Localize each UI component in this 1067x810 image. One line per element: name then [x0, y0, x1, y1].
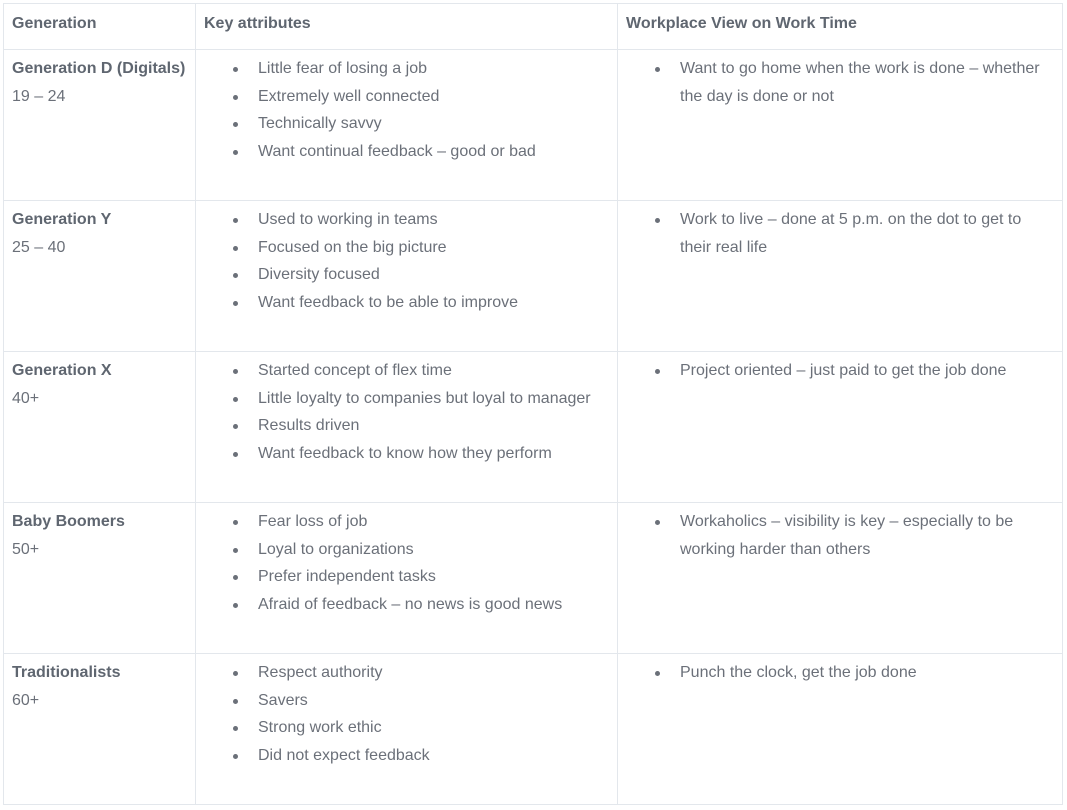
- work-view-item: Project oriented – just paid to get the job done: [680, 357, 1050, 385]
- attributes-list: [196, 357, 617, 467]
- attribute-item: Used to working in teams: [258, 206, 617, 234]
- table-row: [4, 50, 1063, 201]
- work-view-list: [618, 206, 1062, 261]
- generation-cell: [4, 352, 196, 503]
- generation-cell: [4, 50, 196, 201]
- attribute-item: Started concept of flex time: [258, 357, 617, 385]
- work-view-item: Workaholics – visibility is key – especially to be working harder than others: [680, 508, 1050, 563]
- work-view-list: [618, 55, 1062, 110]
- attribute-item: Respect authority: [258, 659, 617, 687]
- attributes-cell: [196, 503, 618, 654]
- work-view-cell: [618, 654, 1063, 805]
- generations-table: [3, 3, 1063, 805]
- attributes-list: [196, 55, 617, 165]
- work-view-item: Punch the clock, get the job done: [680, 659, 1050, 687]
- work-view-item: Work to live – done at 5 p.m. on the dot to get to their real life: [680, 206, 1050, 261]
- attribute-item: Strong work ethic: [258, 714, 617, 742]
- attribute-item: Loyal to organizations: [258, 536, 617, 564]
- attribute-item: Technically savvy: [258, 110, 617, 138]
- generation-name: Generation X: [12, 362, 112, 379]
- generation-age: 50+: [12, 540, 40, 558]
- work-view-list: [618, 357, 1062, 385]
- attribute-item: Fear loss of job: [258, 508, 617, 536]
- header-generation: Generation: [4, 4, 196, 50]
- attribute-item: Want feedback to know how they perform: [258, 440, 617, 468]
- attributes-cell: [196, 352, 618, 503]
- attribute-item: Prefer independent tasks: [258, 563, 617, 591]
- table-row: [4, 201, 1063, 352]
- generation-age: 25 – 40: [12, 238, 66, 256]
- table-row: [4, 503, 1063, 654]
- attributes-list: [196, 206, 617, 316]
- attribute-item: Want feedback to be able to improve: [258, 289, 617, 317]
- work-view-list: [618, 659, 1062, 687]
- work-view-cell: [618, 352, 1063, 503]
- attribute-item: Afraid of feedback – no news is good news: [258, 591, 617, 619]
- header-key-attributes: Key attributes: [196, 4, 618, 50]
- generation-cell: [4, 654, 196, 805]
- attributes-cell: [196, 50, 618, 201]
- attribute-item: Diversity focused: [258, 261, 617, 289]
- attribute-item: Little loyalty to companies but loyal to manager: [258, 385, 617, 413]
- generation-cell: [4, 503, 196, 654]
- attributes-list: [196, 508, 617, 618]
- work-view-cell: [618, 201, 1063, 352]
- generation-name: Generation Y: [12, 211, 112, 228]
- header-workplace-view: Workplace View on Work Time: [618, 4, 1063, 50]
- generation-cell: [4, 201, 196, 352]
- table-row: [4, 352, 1063, 503]
- attribute-item: Did not expect feedback: [258, 742, 617, 770]
- work-view-cell: [618, 503, 1063, 654]
- generation-name: Baby Boomers: [12, 513, 125, 530]
- work-view-cell: [618, 50, 1063, 201]
- work-view-item: Want to go home when the work is done – whether the day is done or not: [680, 55, 1050, 110]
- attribute-item: Want continual feedback – good or bad: [258, 138, 617, 166]
- table-header-row: [4, 4, 1063, 50]
- table-row: [4, 654, 1063, 805]
- generation-age: 40+: [12, 389, 40, 407]
- attribute-item: Little fear of losing a job: [258, 55, 617, 83]
- generation-name: Generation D (Digitals): [12, 60, 186, 77]
- table-body: [4, 50, 1063, 805]
- attribute-item: Results driven: [258, 412, 617, 440]
- generation-name: Traditionalists: [12, 664, 121, 681]
- attribute-item: Focused on the big picture: [258, 234, 617, 262]
- attribute-item: Extremely well connected: [258, 83, 617, 111]
- attributes-cell: [196, 654, 618, 805]
- work-view-list: [618, 508, 1062, 563]
- attributes-cell: [196, 201, 618, 352]
- generation-age: 19 – 24: [12, 87, 66, 105]
- attributes-list: [196, 659, 617, 769]
- generation-age: 60+: [12, 691, 40, 709]
- attribute-item: Savers: [258, 687, 617, 715]
